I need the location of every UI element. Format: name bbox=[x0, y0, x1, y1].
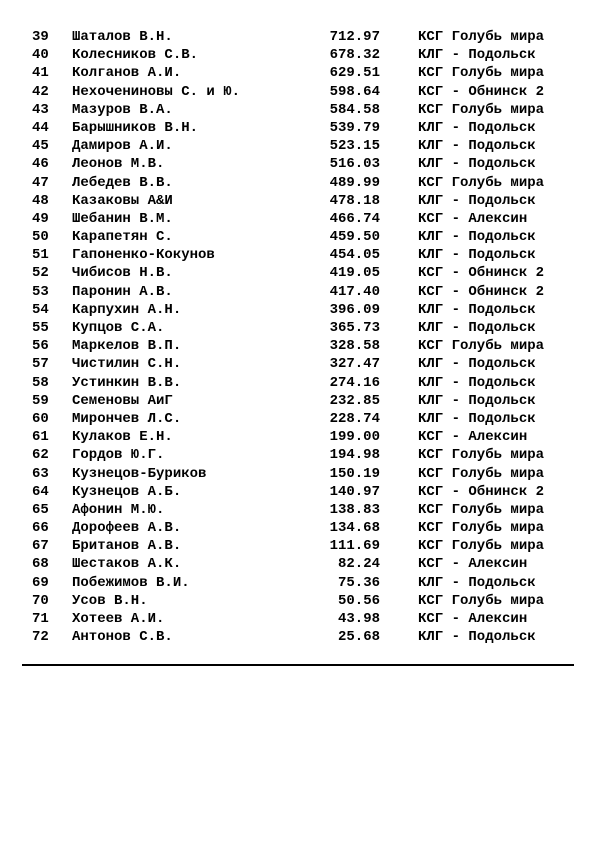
club-name: КСГ Голубь мира bbox=[418, 338, 545, 355]
club-name: КЛГ - Подольск bbox=[418, 247, 536, 264]
place-number: 72 bbox=[32, 629, 49, 646]
participant-name: Кулаков Е.Н. bbox=[72, 429, 173, 446]
result-row bbox=[0, 374, 600, 392]
result-row bbox=[0, 83, 600, 101]
participant-name: Кузнецов А.Б. bbox=[72, 483, 182, 500]
result-row bbox=[0, 301, 600, 319]
place-number: 52 bbox=[32, 265, 49, 282]
place-number: 39 bbox=[32, 29, 49, 45]
result-row bbox=[0, 355, 600, 373]
participant-name: Хотеев А.И. bbox=[72, 611, 165, 627]
result-row bbox=[0, 428, 600, 446]
result-row bbox=[0, 192, 600, 210]
place-number: 69 bbox=[32, 574, 49, 591]
club-name: КСГ Голубь мира bbox=[418, 592, 545, 609]
score-value: 523.15 bbox=[329, 138, 380, 155]
participant-name: Шестаков А.К. bbox=[72, 556, 182, 573]
participant-name: Побежимов В.И. bbox=[72, 574, 190, 591]
participant-name: Барышников В.Н. bbox=[72, 119, 199, 136]
result-row bbox=[0, 483, 600, 501]
place-number: 41 bbox=[32, 65, 49, 82]
score-value: 232.85 bbox=[329, 392, 380, 409]
score-value: 328.58 bbox=[329, 338, 380, 355]
score-value: 629.51 bbox=[329, 65, 380, 82]
participant-name: Дамиров А.И. bbox=[72, 138, 173, 155]
result-row bbox=[0, 446, 600, 464]
score-value: 194.98 bbox=[329, 447, 380, 464]
result-row bbox=[0, 337, 600, 355]
result-row bbox=[0, 101, 600, 119]
score-value: 417.40 bbox=[329, 283, 380, 300]
score-value: 25.68 bbox=[337, 629, 380, 646]
participant-name: Семеновы АиГ bbox=[72, 392, 173, 409]
score-value: 50.56 bbox=[337, 592, 380, 609]
place-number: 64 bbox=[32, 483, 49, 500]
score-value: 365.73 bbox=[329, 320, 380, 336]
participant-name: Шебанин В.М. bbox=[72, 210, 173, 227]
participant-name: Афонин М.Ю. bbox=[72, 501, 165, 518]
place-number: 49 bbox=[32, 210, 49, 227]
place-number: 42 bbox=[32, 83, 49, 100]
results-list bbox=[0, 28, 600, 646]
club-name: КСГ - Алексин bbox=[418, 611, 528, 627]
score-value: 134.68 bbox=[329, 520, 380, 537]
participant-name: Нехочениновы С. и Ю. bbox=[72, 83, 241, 100]
score-value: 489.99 bbox=[329, 174, 380, 191]
score-value: 539.79 bbox=[329, 119, 380, 136]
place-number: 66 bbox=[32, 520, 49, 537]
club-name: КЛГ - Подольск bbox=[418, 392, 536, 409]
result-row bbox=[0, 537, 600, 555]
club-name: КЛГ - Подольск bbox=[418, 374, 536, 391]
result-row bbox=[0, 283, 600, 301]
place-number: 46 bbox=[32, 156, 49, 173]
club-name: КСГ - Алексин bbox=[418, 556, 528, 573]
result-row bbox=[0, 155, 600, 173]
club-name: КСГ Голубь мира bbox=[418, 29, 545, 45]
score-value: 140.97 bbox=[329, 483, 380, 500]
place-number: 63 bbox=[32, 465, 49, 482]
club-name: КСГ Голубь мира bbox=[418, 465, 545, 482]
participant-name: Лебедев В.В. bbox=[72, 174, 173, 191]
place-number: 55 bbox=[32, 320, 49, 336]
score-value: 678.32 bbox=[329, 47, 380, 64]
score-value: 199.00 bbox=[329, 429, 380, 446]
participant-name: Чибисов Н.В. bbox=[72, 265, 173, 282]
result-row bbox=[0, 501, 600, 519]
place-number: 50 bbox=[32, 229, 49, 246]
result-row bbox=[0, 46, 600, 64]
result-row bbox=[0, 392, 600, 410]
result-row bbox=[0, 610, 600, 628]
club-name: КСГ - Обнинск 2 bbox=[418, 83, 545, 100]
participant-name: Мазуров В.А. bbox=[72, 101, 173, 118]
score-value: 584.58 bbox=[329, 101, 380, 118]
place-number: 60 bbox=[32, 410, 49, 427]
participant-name: Карапетян С. bbox=[72, 229, 173, 246]
place-number: 57 bbox=[32, 356, 49, 373]
participant-name: Дорофеев А.В. bbox=[72, 520, 182, 537]
result-row bbox=[0, 592, 600, 610]
club-name: КЛГ - Подольск bbox=[418, 156, 536, 173]
participant-name: Кузнецов-Буриков bbox=[72, 465, 207, 482]
club-name: КСГ Голубь мира bbox=[418, 65, 545, 82]
participant-name: Гордов Ю.Г. bbox=[72, 447, 165, 464]
club-name: КЛГ - Подольск bbox=[418, 47, 536, 64]
club-name: КСГ Голубь мира bbox=[418, 520, 545, 537]
club-name: КСГ Голубь мира bbox=[418, 538, 545, 555]
score-value: 454.05 bbox=[329, 247, 380, 264]
place-number: 48 bbox=[32, 192, 49, 209]
result-row bbox=[0, 465, 600, 483]
result-row bbox=[0, 264, 600, 282]
participant-name: Казаковы А&И bbox=[72, 192, 173, 209]
result-row bbox=[0, 119, 600, 137]
club-name: КЛГ - Подольск bbox=[418, 410, 536, 427]
club-name: КСГ - Алексин bbox=[418, 210, 528, 227]
participant-name: Мирончев Л.С. bbox=[72, 410, 182, 427]
place-number: 70 bbox=[32, 592, 49, 609]
participant-name: Шаталов В.Н. bbox=[72, 29, 173, 45]
club-name: КЛГ - Подольск bbox=[418, 320, 536, 336]
table-end-rule bbox=[22, 664, 574, 666]
club-name: КЛГ - Подольск bbox=[418, 119, 536, 136]
club-name: КЛГ - Подольск bbox=[418, 356, 536, 373]
result-row bbox=[0, 210, 600, 228]
place-number: 56 bbox=[32, 338, 49, 355]
place-number: 71 bbox=[32, 611, 49, 627]
place-number: 40 bbox=[32, 47, 49, 64]
participant-name: Чистилин С.Н. bbox=[72, 356, 182, 373]
score-value: 138.83 bbox=[329, 501, 380, 518]
result-row bbox=[0, 319, 600, 337]
result-row bbox=[0, 519, 600, 537]
result-row bbox=[0, 246, 600, 264]
result-row bbox=[0, 628, 600, 646]
club-name: КЛГ - Подольск bbox=[418, 192, 536, 209]
result-row bbox=[0, 174, 600, 192]
club-name: КСГ Голубь мира bbox=[418, 501, 545, 518]
club-name: КСГ - Обнинск 2 bbox=[418, 283, 545, 300]
score-value: 228.74 bbox=[329, 410, 380, 427]
club-name: КСГ - Алексин bbox=[418, 429, 528, 446]
club-name: КЛГ - Подольск bbox=[418, 574, 536, 591]
participant-name: Колганов А.И. bbox=[72, 65, 182, 82]
place-number: 43 bbox=[32, 101, 49, 118]
participant-name: Гапоненко-Кокунов bbox=[72, 247, 215, 264]
score-value: 75.36 bbox=[337, 574, 380, 591]
result-row bbox=[0, 228, 600, 246]
club-name: КСГ Голубь мира bbox=[418, 174, 545, 191]
participant-name: Паронин А.В. bbox=[72, 283, 173, 300]
place-number: 47 bbox=[32, 174, 49, 191]
score-value: 459.50 bbox=[329, 229, 380, 246]
participant-name: Антонов С.В. bbox=[72, 629, 173, 646]
score-value: 150.19 bbox=[329, 465, 380, 482]
place-number: 54 bbox=[32, 301, 49, 318]
club-name: КСГ Голубь мира bbox=[418, 447, 545, 464]
participant-name: Купцов С.А. bbox=[72, 320, 165, 336]
club-name: КСГ - Обнинск 2 bbox=[418, 265, 545, 282]
score-value: 516.03 bbox=[329, 156, 380, 173]
club-name: КСГ Голубь мира bbox=[418, 101, 545, 118]
result-row bbox=[0, 410, 600, 428]
place-number: 62 bbox=[32, 447, 49, 464]
club-name: КЛГ - Подольск bbox=[418, 138, 536, 155]
participant-name: Карпухин А.Н. bbox=[72, 301, 182, 318]
score-value: 598.64 bbox=[329, 83, 380, 100]
result-row bbox=[0, 555, 600, 573]
place-number: 51 bbox=[32, 247, 49, 264]
participant-name: Колесников С.В. bbox=[72, 47, 199, 64]
result-row bbox=[0, 574, 600, 592]
place-number: 65 bbox=[32, 501, 49, 518]
place-number: 59 bbox=[32, 392, 49, 409]
club-name: КЛГ - Подольск bbox=[418, 229, 536, 246]
score-value: 396.09 bbox=[329, 301, 380, 318]
score-value: 478.18 bbox=[329, 192, 380, 209]
club-name: КСГ - Обнинск 2 bbox=[418, 483, 545, 500]
score-value: 111.69 bbox=[329, 538, 380, 555]
participant-name: Британов А.В. bbox=[72, 538, 182, 555]
score-value: 712.97 bbox=[329, 29, 380, 45]
place-number: 68 bbox=[32, 556, 49, 573]
participant-name: Устинкин В.В. bbox=[72, 374, 182, 391]
place-number: 58 bbox=[32, 374, 49, 391]
result-row bbox=[0, 137, 600, 155]
place-number: 44 bbox=[32, 119, 49, 136]
participant-name: Усов В.Н. bbox=[72, 592, 148, 609]
result-row bbox=[0, 64, 600, 82]
place-number: 45 bbox=[32, 138, 49, 155]
score-value: 82.24 bbox=[337, 556, 380, 573]
participant-name: Леонов М.В. bbox=[72, 156, 165, 173]
score-value: 43.98 bbox=[337, 611, 380, 627]
result-row bbox=[0, 28, 600, 46]
place-number: 53 bbox=[32, 283, 49, 300]
club-name: КЛГ - Подольск bbox=[418, 301, 536, 318]
place-number: 67 bbox=[32, 538, 49, 555]
score-value: 419.05 bbox=[329, 265, 380, 282]
participant-name: Маркелов В.П. bbox=[72, 338, 182, 355]
score-value: 327.47 bbox=[329, 356, 380, 373]
score-value: 466.74 bbox=[329, 210, 380, 227]
club-name: КЛГ - Подольск bbox=[418, 629, 536, 646]
place-number: 61 bbox=[32, 429, 49, 446]
score-value: 274.16 bbox=[329, 374, 380, 391]
